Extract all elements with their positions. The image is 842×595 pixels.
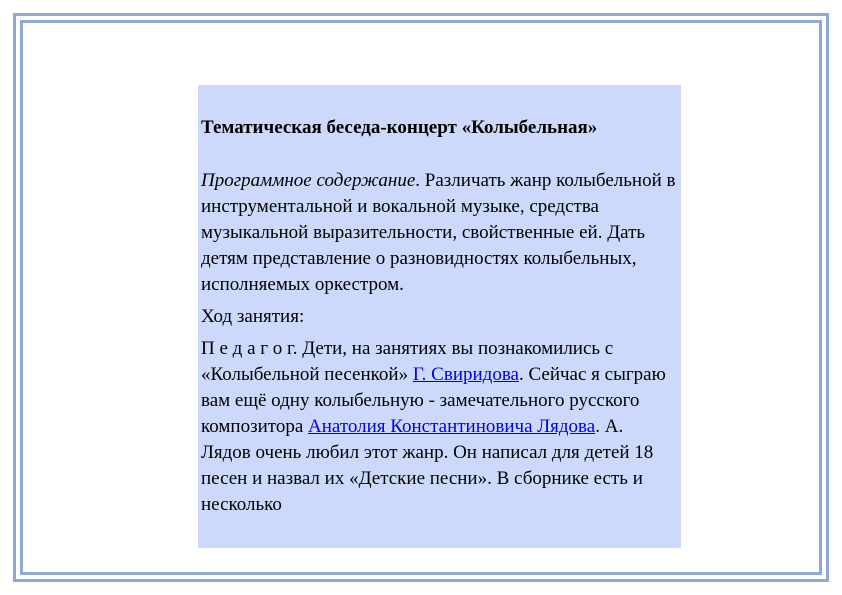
sviridov-link[interactable]: Г. Свиридова [412, 364, 519, 385]
teacher-text-1: Дети, на занятиях вы познакомились с «Колыбельной песенкой» [201, 338, 614, 385]
program-label: Программное содержание [201, 170, 416, 191]
progress-heading: Ход занятия: [201, 306, 305, 327]
lyadov-link[interactable]: Анатолия Константиновича Лядова [308, 416, 596, 437]
program-label-separator: . [415, 170, 425, 191]
teacher-paragraph [201, 336, 677, 518]
teacher-text-2: . Сейчас я сыграю вам ещё одну колыбельную - замечательного русского композитора [201, 364, 666, 437]
program-paragraph [201, 168, 677, 298]
text-box [198, 85, 681, 548]
document-title: Тематическая беседа-концерт «Колыбельная» [201, 117, 598, 138]
teacher-text-3: . А. Лядов очень любил этот жанр. Он написал для детей 18 песен и назвал их «Детские песни». В сборнике есть и несколько [201, 416, 654, 515]
teacher-speaker: П е д а г о г. [201, 338, 303, 359]
program-text: Различать жанр колыбельной в инструментальной и вокальной музыке, средства музыкальной выразительности, свойственные ей. Дать детям представление о разновидностях колыбельных, исполняемых оркестром. [201, 170, 676, 295]
